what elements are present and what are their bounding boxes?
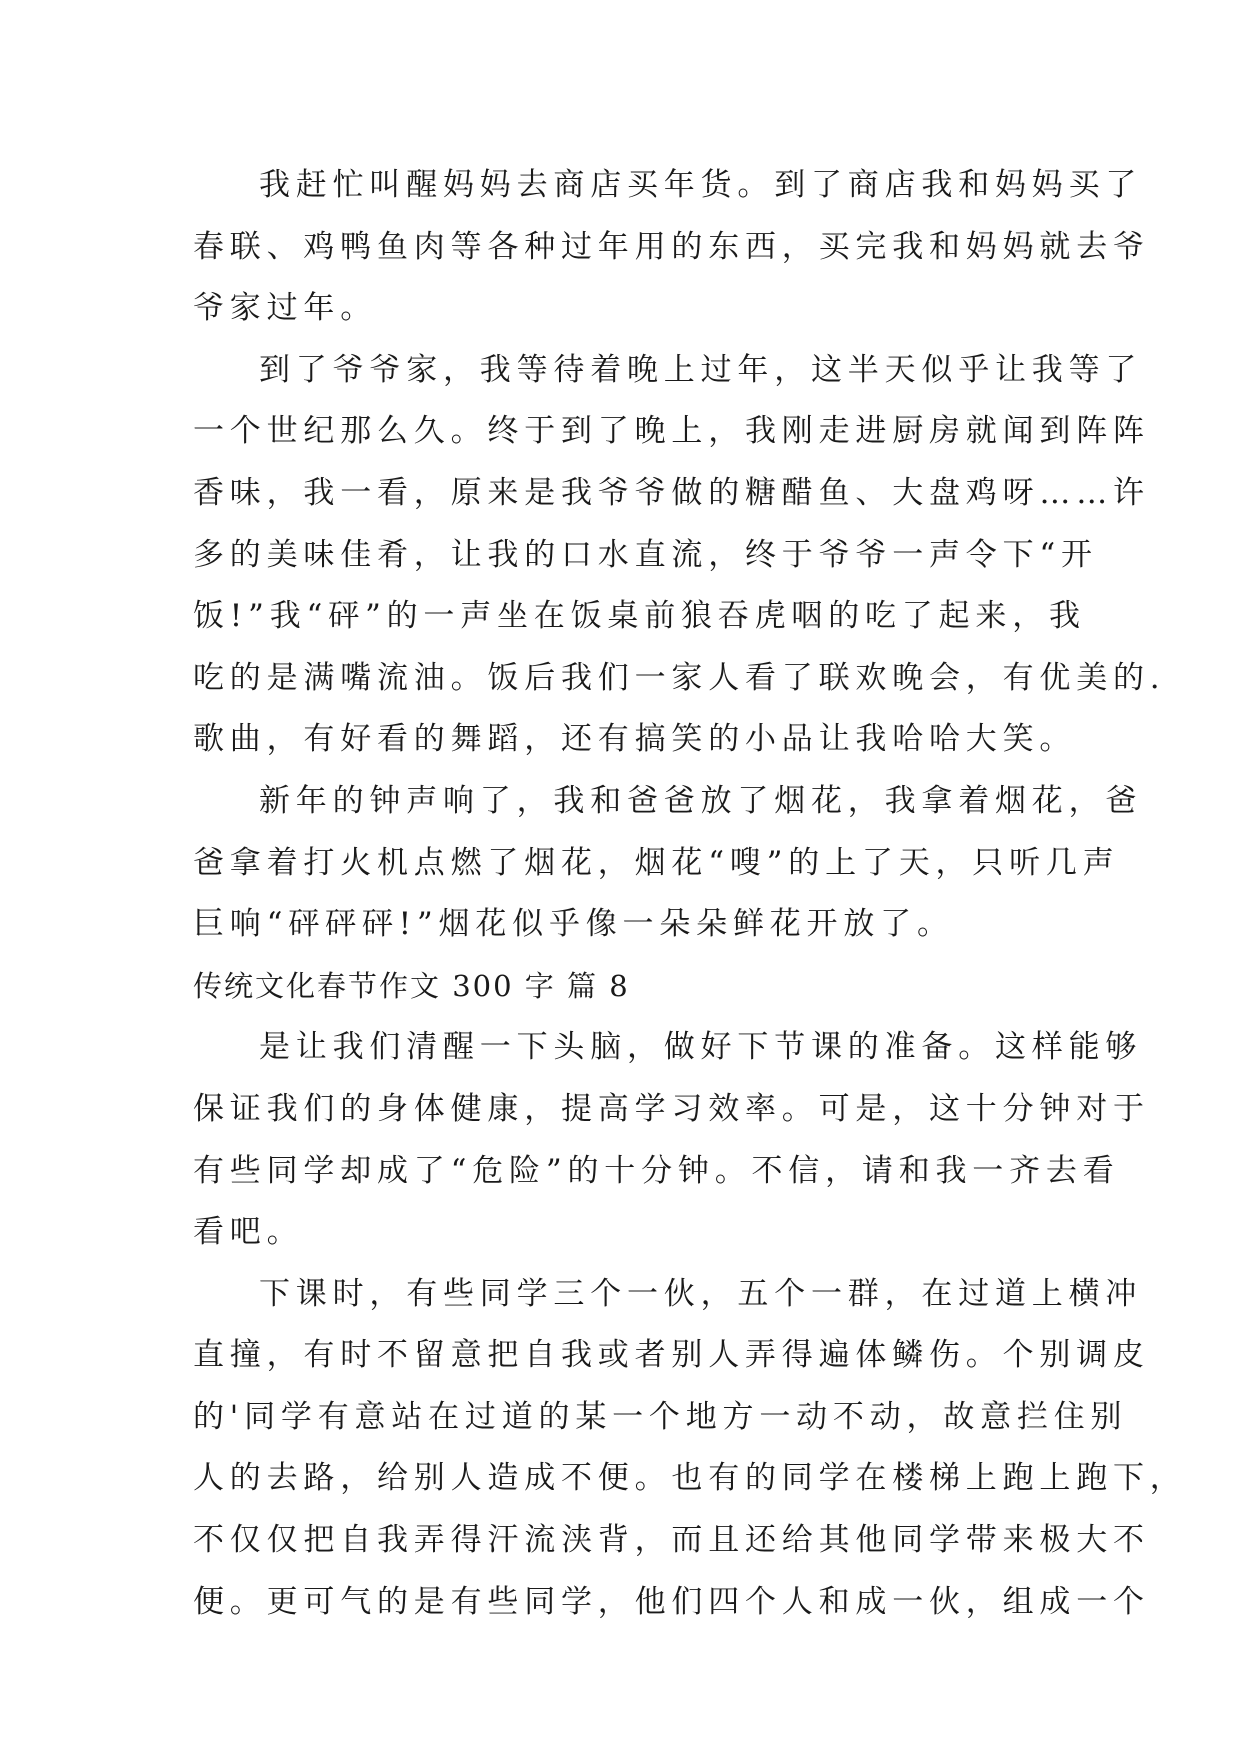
document-page bbox=[193, 155, 1187, 1633]
section-heading: 传统文化春节作文 300 字 篇 8 bbox=[193, 968, 630, 1003]
paragraph bbox=[193, 1264, 1187, 1634]
text-line: 新年的钟声响了，我和爸爸放了烟花，我拿着烟花，爸 bbox=[259, 782, 1143, 819]
text-line: 下课时，有些同学三个一伙，五个一群，在过道上横冲 bbox=[259, 1275, 1143, 1312]
text-line: 人的去路，给别人造成不便。也有的同学在楼梯上跑上跑下， bbox=[193, 1460, 1187, 1497]
text-line: 多的美味佳肴，让我的口水直流，终于爷爷一声令下“开 bbox=[193, 536, 1098, 573]
text-line: 爸拿着打火机点燃了烟花，烟花“嗖”的上了天，只听几声 bbox=[193, 844, 1120, 881]
text-line: 爷家过年。 bbox=[193, 290, 377, 327]
text-line: 看吧。 bbox=[193, 1214, 304, 1251]
text-line: 春联、鸡鸭鱼肉等各种过年用的东西，买完我和妈妈就去爷 bbox=[193, 228, 1150, 265]
text-line: 饭!”我“砰”的一声坐在饭桌前狼吞虎咽的吃了起来，我 bbox=[193, 598, 1086, 635]
text-line: 便。更可气的是有些同学，他们四个人和成一伙，组成一个 bbox=[193, 1583, 1150, 1620]
text-line: 是让我们清醒一下头脑，做好下节课的准备。这样能够 bbox=[259, 1029, 1143, 1066]
text-line: 有些同学却成了“危险”的十分钟。不信，请和我一齐去看 bbox=[193, 1152, 1120, 1189]
text-line: 到了爷爷家，我等待着晚上过年，这半天似乎让我等了 bbox=[259, 351, 1143, 388]
text-line: 不仅仅把自我弄得汗流浃背，而且还给其他同学带来极大不 bbox=[193, 1522, 1150, 1559]
text-line: 香味，我一看，原来是我爷爷做的糖醋鱼、大盘鸡呀……许 bbox=[193, 474, 1150, 511]
paragraph bbox=[193, 155, 1150, 340]
text-line: 吃的是满嘴流油。饭后我们一家人看了联欢晚会，有优美的. bbox=[193, 659, 1166, 696]
text-line: 一个世纪那么久。终于到了晚上，我刚走进厨房就闻到阵阵 bbox=[193, 413, 1150, 450]
text-line: 巨响“砰砰砰!”烟花似乎像一朵朵鲜花开放了。 bbox=[193, 906, 954, 943]
paragraph bbox=[193, 340, 1166, 771]
text-line: 我赶忙叫醒妈妈去商店买年货。到了商店我和妈妈买了 bbox=[259, 167, 1143, 203]
text-line: 保证我们的身体健康，提高学习效率。可是，这十分钟对于 bbox=[193, 1090, 1150, 1127]
paragraph bbox=[193, 1017, 1150, 1263]
text-line: 歌曲，有好看的舞蹈，还有搞笑的小品让我哈哈大笑。 bbox=[193, 721, 1077, 758]
text-line: 的'同学有意站在过道的某一个地方一动不动，故意拦住别 bbox=[193, 1398, 1128, 1435]
paragraph bbox=[193, 771, 1143, 956]
text-line: 直撞，有时不留意把自我或者别人弄得遍体鳞伤。个别调皮 bbox=[193, 1337, 1150, 1374]
